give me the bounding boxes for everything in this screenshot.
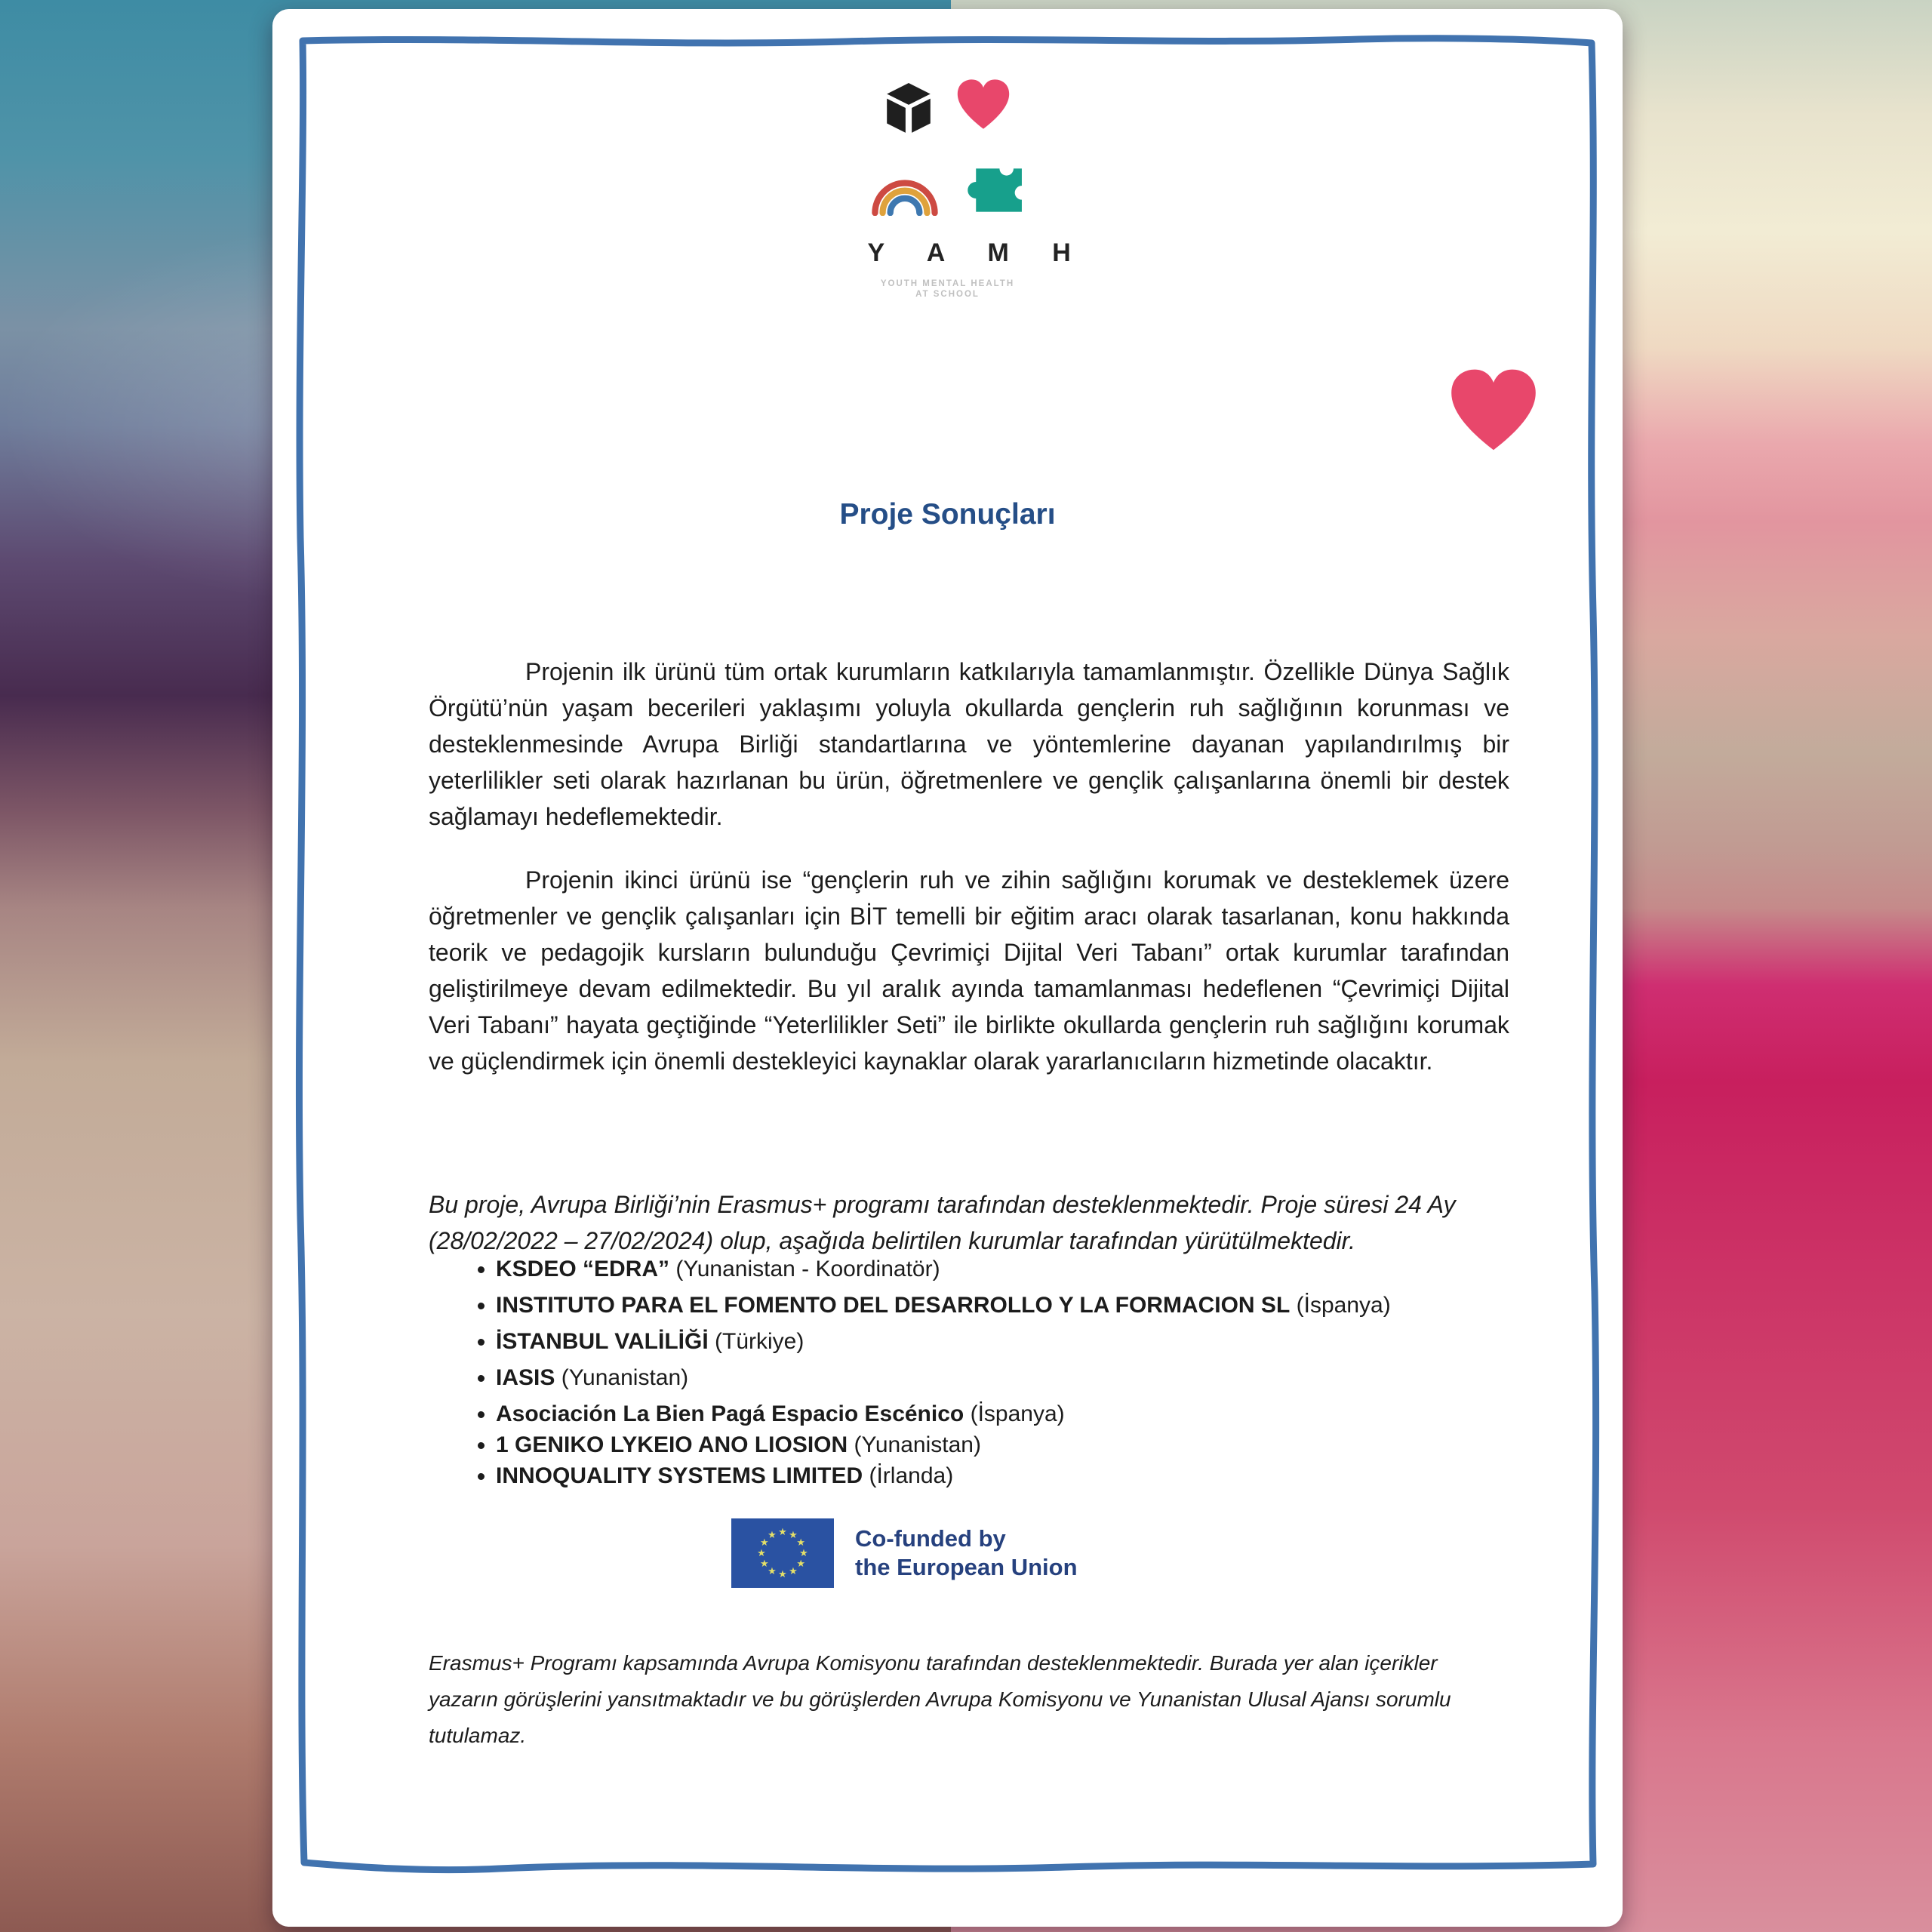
rainbow-icon xyxy=(870,160,940,216)
eu-cofunded-block xyxy=(731,1518,1078,1588)
list-item xyxy=(496,1463,1552,1490)
logo-subtitle xyxy=(850,278,1046,300)
svg-text:★: ★ xyxy=(778,1569,787,1580)
svg-text:★: ★ xyxy=(778,1527,787,1538)
disclaimer-text: Erasmus+ Programı kapsamında Avrupa Komisyonu tarafından desteklenmektedir. Burada yer alan içerikler yazarın görüşlerini yansıtmaktadır ve bu görüşlerden Avrupa Komisyonu ve Yunanistan Ulusal Ajansı sorumlu tutulamaz. xyxy=(429,1651,1451,1747)
svg-text:★: ★ xyxy=(796,1537,806,1549)
partner-name: İSTANBUL VALİLİĞİ xyxy=(496,1329,709,1354)
partner-country: (Yunanistan) xyxy=(854,1432,981,1457)
logo-icons-row-2 xyxy=(850,160,1046,216)
erasmus-support-note: Bu proje, Avrupa Birliği’nin Erasmus+ programı tarafından desteklenmektedir. Proje süresi 24 Ay (28/02/2022 – 27/02/2024) olup, aşağıda belirtilen kurumlar tarafından yürütülmektedir. xyxy=(429,1191,1456,1254)
eu-cofunded-text xyxy=(855,1524,1078,1582)
svg-text:★: ★ xyxy=(759,1537,769,1549)
eu-flag-icon xyxy=(731,1518,834,1588)
list-item xyxy=(496,1292,1552,1319)
paragraph-second-product: Projenin ikinci ürünü ise “gençlerin ruh ve zihin sağlığını korumak ve desteklemek üzere öğretmenler ve gençlik çalışanları için BİT temelli bir eğitim aracı olarak tasarlanan, konu hakkında teorik ve pedagojik kursların bulunduğu Çevrimiçi Dijital Veri Tabanı” ortak kurumlar tarafından geliştirilmeye devam edilmektedir. Bu yıl aralık ayında tamamlanması hedeflenen “Çevrimiçi Dijital Veri Tabanı” hayata geçtiğinde “Yeterlilikler Seti” ile birlikte okullarda gençlerin ruh sağlığını korumak ve güçlendirmek için önemli destekleyici kaynaklar olarak yararlanıcıların hizmetinde olacaktır. xyxy=(429,866,1509,1075)
svg-text:★: ★ xyxy=(799,1548,808,1559)
partner-name: 1 GENIKO LYKEIO ANO LIOSION xyxy=(496,1432,848,1457)
partner-country: (Yunanistan - Koordinatör) xyxy=(675,1257,940,1281)
svg-text:★: ★ xyxy=(796,1558,806,1570)
partner-country: (İspanya) xyxy=(1296,1293,1391,1318)
svg-text:★: ★ xyxy=(789,1530,798,1541)
partner-name: Asociación La Bien Pagá Espacio Escénico xyxy=(496,1401,964,1426)
partner-list xyxy=(461,1256,1552,1494)
list-item xyxy=(496,1256,1552,1283)
partner-name: KSDEO “EDRA” xyxy=(496,1257,670,1281)
paragraph-first-product: Projenin ilk ürünü tüm ortak kurumların katkılarıyla tamamlanmıştır. Özellikle Dünya Sağlık Örgütü’nün yaşam becerileri yaklaşımı yoluyla okullarda gençlerin ruh sağlığının korunması ve desteklenmesinde Avrupa Birliği standartlarına ve yöntemlerine dayanan yapılandırılmış bir yeterlilikler seti olarak hazırlanan bu ürün, öğretmenlere ve gençlik çalışanlarına önemli bir destek sağlamayı hedeflemektedir. xyxy=(429,658,1509,830)
partner-country: (Türkiye) xyxy=(715,1329,804,1354)
list-item xyxy=(496,1432,1552,1459)
document-page xyxy=(272,9,1623,1927)
partner-country: (İrlanda) xyxy=(869,1463,954,1488)
eu-cofunded-line2: the European Union xyxy=(855,1554,1078,1580)
logo-subtitle-line1: YOUTH MENTAL HEALTH xyxy=(880,279,1015,288)
svg-text:★: ★ xyxy=(759,1558,769,1570)
svg-text:★: ★ xyxy=(757,1548,766,1559)
svg-text:★: ★ xyxy=(768,1566,777,1578)
logo-letters: Y A M H xyxy=(867,238,1089,267)
list-item xyxy=(496,1364,1552,1392)
yamh-logo xyxy=(850,75,1089,300)
cube-icon xyxy=(884,82,934,136)
svg-text:★: ★ xyxy=(768,1530,777,1541)
page-title: Proje Sonuçları xyxy=(839,498,1056,531)
svg-text:★: ★ xyxy=(789,1566,798,1578)
partner-country: (İspanya) xyxy=(970,1401,1065,1426)
list-item xyxy=(496,1401,1552,1428)
partner-name: INNOQUALITY SYSTEMS LIMITED xyxy=(496,1463,863,1488)
partner-country: (Yunanistan) xyxy=(561,1365,689,1390)
eu-cofunded-line1: Co-funded by xyxy=(855,1525,1006,1552)
partner-name: IASIS xyxy=(496,1365,555,1390)
partner-name: INSTITUTO PARA EL FOMENTO DEL DESARROLLO Y LA FORMACION SL xyxy=(496,1293,1291,1318)
puzzle-icon xyxy=(961,165,1026,216)
logo-subtitle-line2: AT SCHOOL xyxy=(915,290,980,299)
heart-icon xyxy=(955,75,1012,136)
logo-icons-row-1 xyxy=(850,75,1046,136)
decorative-heart-icon xyxy=(1447,362,1540,462)
list-item xyxy=(496,1328,1552,1355)
